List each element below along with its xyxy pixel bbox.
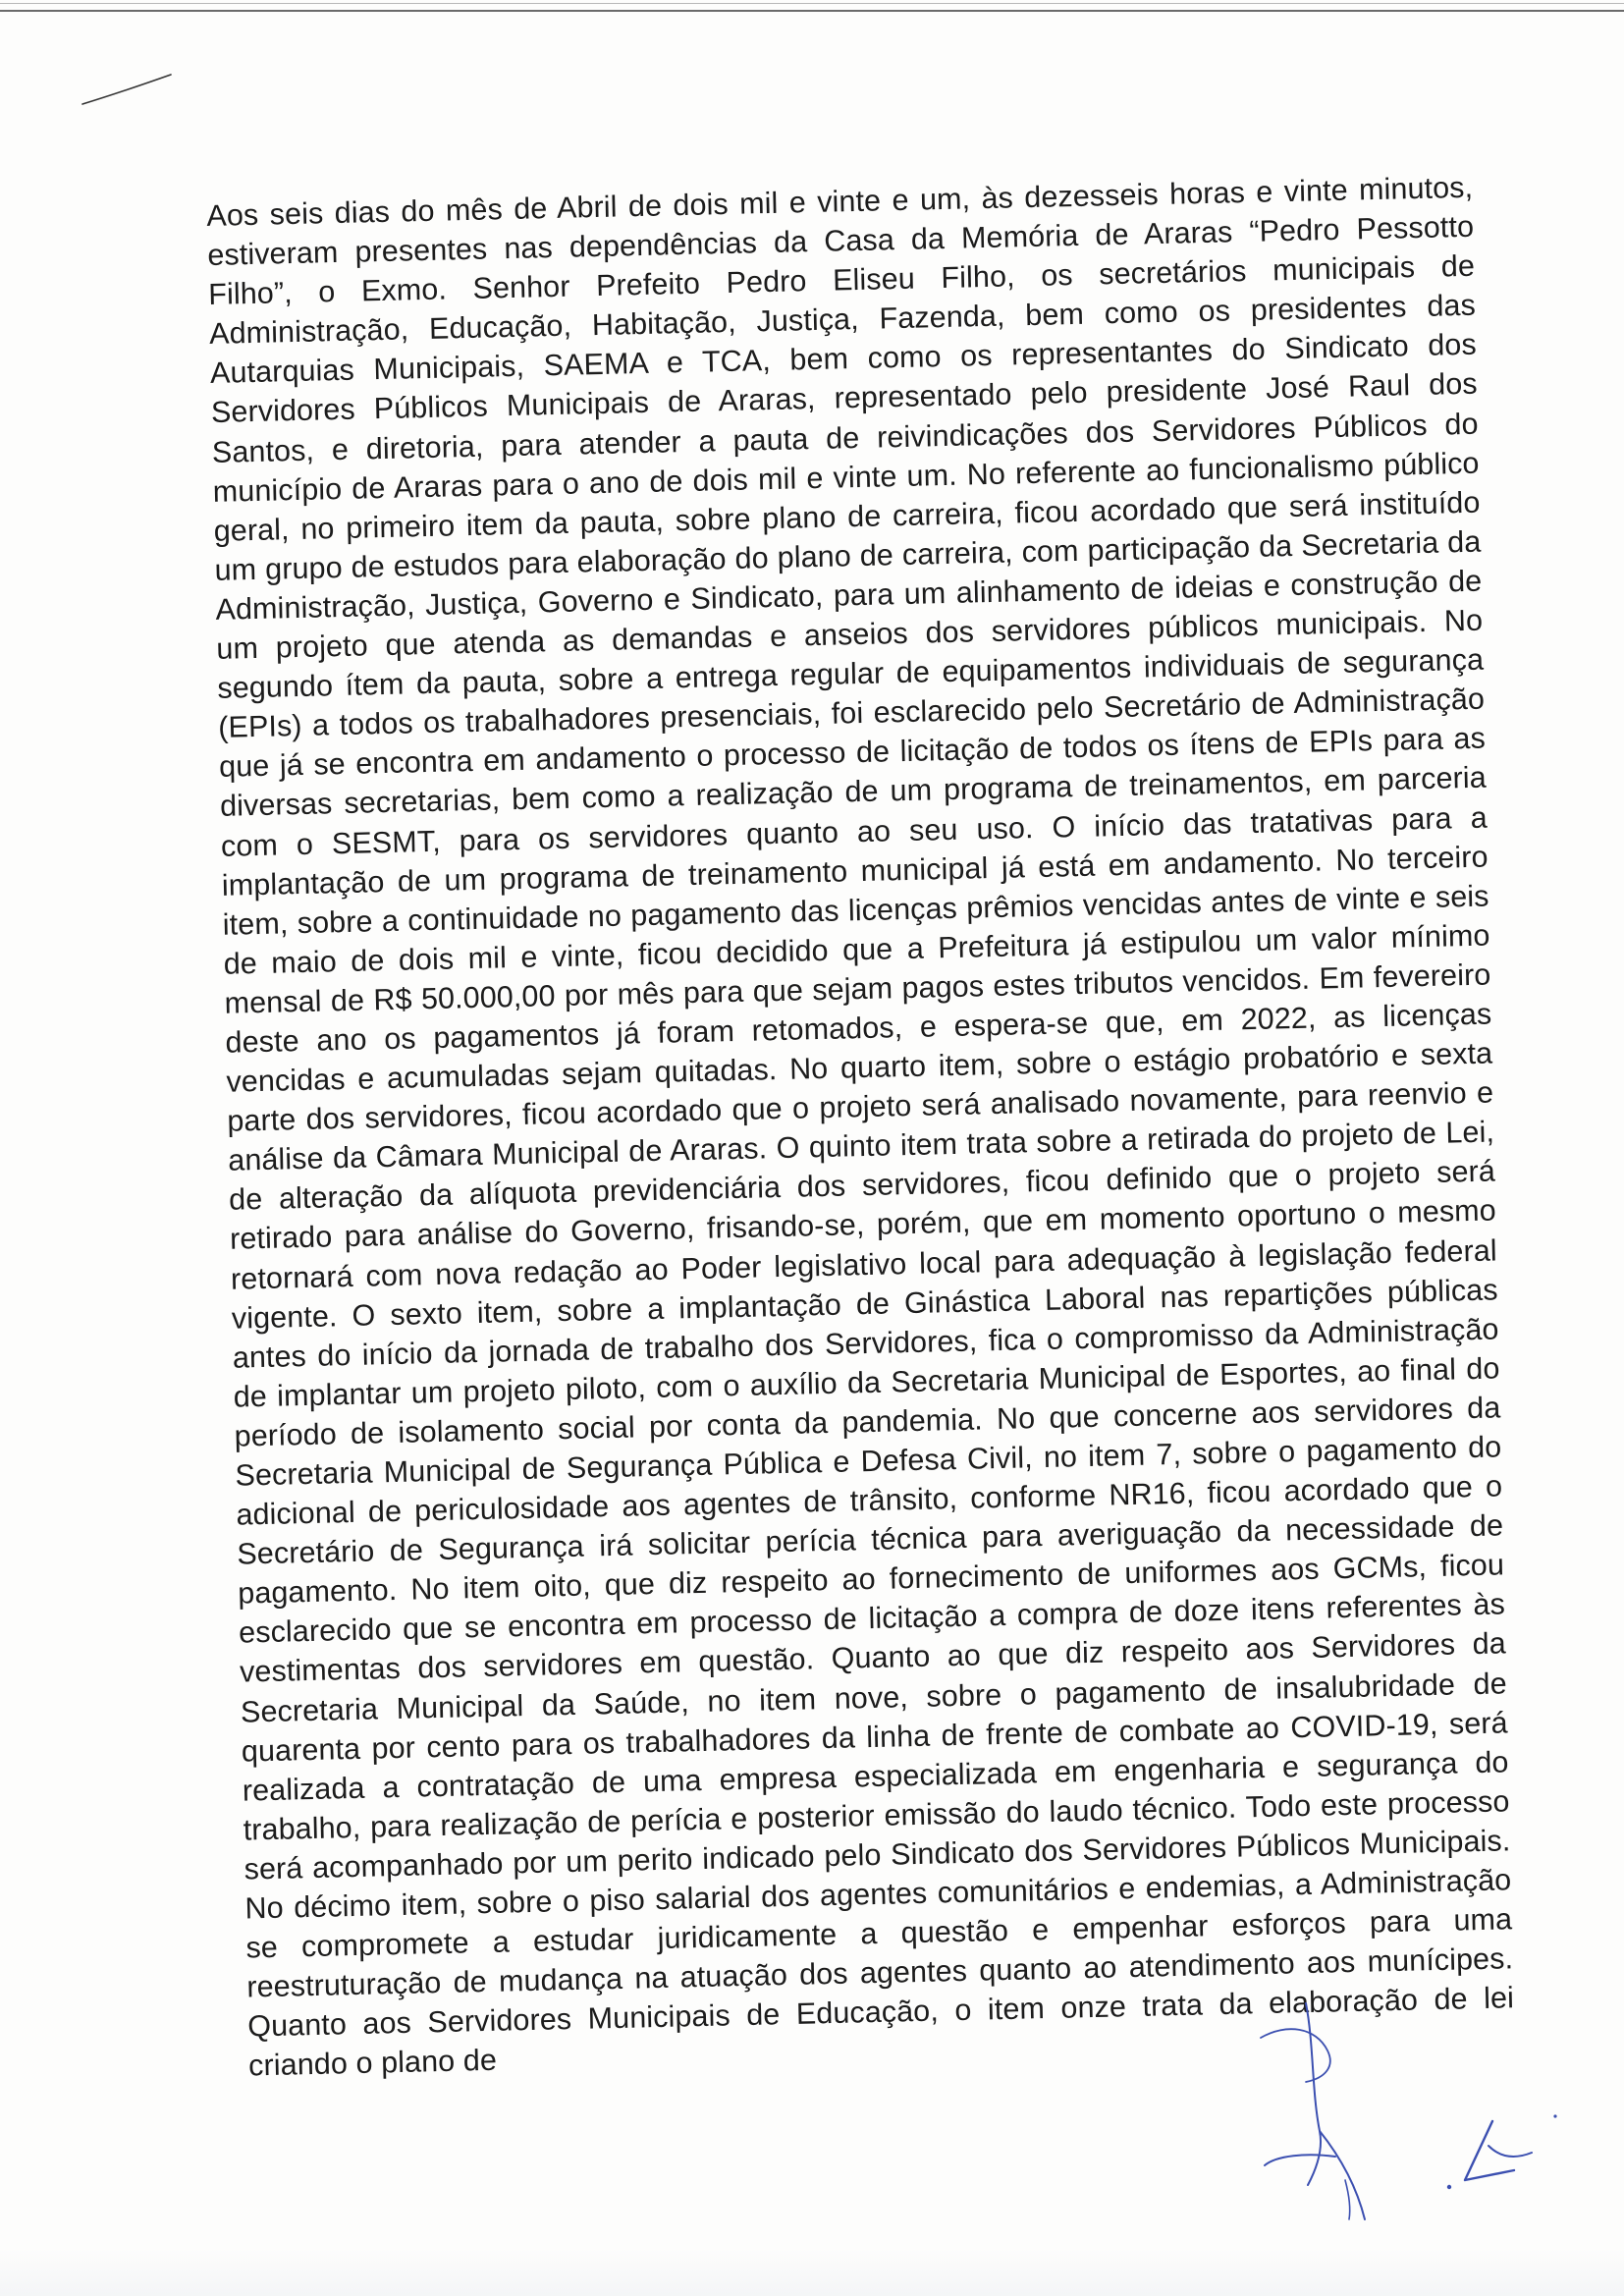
scan-bottom-shadow — [0, 2249, 1624, 2296]
pen-stroke-mark — [79, 69, 177, 118]
top-edge-line — [0, 3, 1624, 4]
top-border-line — [0, 10, 1624, 12]
handwritten-signature — [1247, 1984, 1581, 2239]
minutes-paragraph: Aos seis dias do mês de Abril de dois mil e vinte e um, às dezesseis horas e vinte minutos, estiveram presentes nas dependências da Casa da Memória de Araras “Pedro Pessotto Filho”, o Exmo. Senhor Prefeito Pedro Eliseu Filho, os secretários municipais de Administração, Educação, Habitação, Justiça, Fazenda, bem como os presidentes das Autarquias Municipais, SAEMA e TCA, bem como os representantes do Sindicato dos Servidores Públicos Municipais de Araras, representado pelo presidente José Raul dos Santos, e diretoria, para atender a pauta de reivindicações dos Servidores Públicos do município de Araras para o ano de dois mil e vinte um. No referente ao funcionalismo público geral, no primeiro item da pauta, sobre plano de carreira, ficou acordado que será instituído um grupo de estudos para elaboração do plano de carreira, com participação da Secretaria da Administração, Justiça, Governo e Sindicato, para um alinhamento de ideias e construção de um projeto que atenda as demandas e anseios dos servidores públicos municipais. No segundo ítem da pauta, sobre a entrega regular de equipamentos individuais de segurança (EPIs) a todos os trabalhadores presenciais, foi esclarecido pelo Secretário de Administração que já se encontra em andamento o processo de licitação de todos os ítens de EPIs para as diversas secretarias, bem como a realização de um programa de treinamentos, em parceria com o SESMT, para os servidores quanto ao seu uso. O início das tratativas para a implantação de um programa de treinamento municipal já está em andamento. No terceiro item, sobre a continuidade no pagamento das licenças prêmios vencidas antes de vinte e seis de maio de dois mil e vinte, ficou decidido que a Prefeitura já estipulou um valor mínimo mensal de R$ 50.000,00 por mês para que sejam pagos estes tributos vencidos. Em fevereiro deste ano os pagamentos já foram retomados, e espera-se que, em 2022, as licenças vencidas e acumuladas sejam quitadas. No quarto item, sobre o estágio probatório e sexta parte dos servidores, ficou acordado que o projeto será analisado novamente, para reenvio e análise da Câmara Municipal de Araras. O quinto item trata sobre a retirada do projeto de Lei, de alteração da alíquota previdenciária dos servidores, ficou definido que o projeto será retirado para análise do Governo, frisando-se, porém, que em momento oportuno o mesmo retornará com nova redação ao Poder legislativo local para adequação à legislação federal vigente. O sexto item, sobre a implantação de Ginástica Laboral nas repartições públicas antes do início da jornada de trabalho dos Servidores, fica o compromisso da Administração de implantar um projeto piloto, com o auxílio da Secretaria Municipal de Esportes, ao final do período de isolamento social por conta da pandemia. No que concerne aos servidores da Secretaria Municipal de Segurança Pública e Defesa Civil, no item 7, sobre o pagamento do adicional de periculosidade aos agentes de trânsito, conforme NR16, ficou acordado que o Secretário de Segurança irá solicitar perícia técnica para averiguação da necessidade de pagamento. No item oito, que diz respeito ao fornecimento de uniformes aos GCMs, ficou esclarecido que se encontra em processo de licitação a compra de doze itens referentes às vestimentas dos servidores em questão. Quanto ao que diz respeito aos Servidores da Secretaria Municipal da Saúde, no item nove, sobre o pagamento de insalubridade de quarenta por cento para os trabalhadores da linha de frente de combate ao COVID-19, será realizada a contratação de uma empresa especializada em engenharia e segurança do trabalho, para realização de perícia e posterior emissão do laudo técnico. Todo este processo será acompanhado por um perito indicado pelo Sindicato dos Servidores Públicos Municipais. No décimo item, sobre o piso salarial dos agentes comunitários e endemias, a Administração se compromete a estudar juridicamente a questão e empenhar esforços para uma reestruturação de mudança na atuação dos agentes quanto ao atendimento aos munícipes. Quanto aos Servidores Municipais de Educação, o item onze trata da elaboração de lei criando o plano de — [206, 170, 1515, 2083]
